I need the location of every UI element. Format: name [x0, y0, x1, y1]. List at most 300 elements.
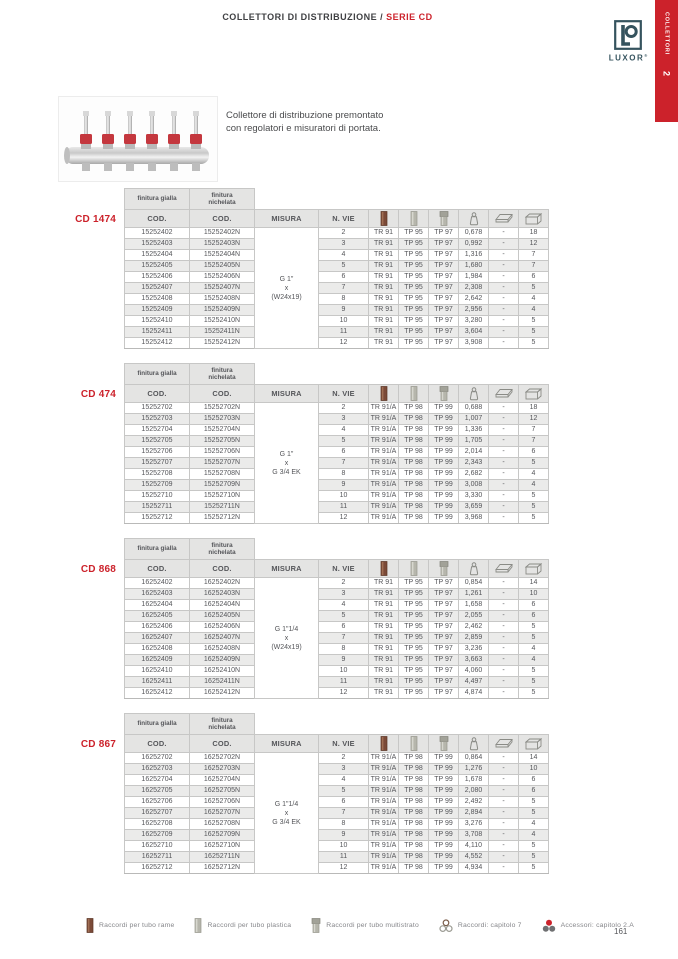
fitting-multilayer-cell: TP 97 — [429, 228, 459, 239]
manifold-illustration — [59, 97, 215, 179]
product-table — [124, 188, 549, 349]
column-header-pallet-icon — [489, 560, 519, 578]
code-nickel-cell: 16252707N — [190, 808, 255, 819]
n-vie-cell: 8 — [319, 294, 369, 305]
weight-cell: 2,055 — [459, 611, 489, 622]
fitting-multilayer-cell: TP 99 — [429, 808, 459, 819]
plastic-tube-icon — [410, 738, 418, 747]
fitting-copper-cell: TR 91/A — [369, 852, 399, 863]
pallet-icon — [495, 388, 513, 397]
code-nickel-cell: 15252704N — [190, 425, 255, 436]
table-row — [125, 283, 549, 294]
weight-cell: 2,859 — [459, 633, 489, 644]
table-row — [125, 338, 549, 349]
box-qty-cell: 12 — [519, 414, 549, 425]
code-nickel-cell: 15252705N — [190, 436, 255, 447]
product-photo — [58, 96, 218, 182]
fitting-plastic-cell: TP 95 — [399, 294, 429, 305]
column-header-cod-yellow: COD. — [125, 735, 190, 753]
code-yellow-cell: 15252702 — [125, 403, 190, 414]
finish-header-row — [125, 714, 549, 735]
n-vie-cell: 8 — [319, 819, 369, 830]
column-header-misura: MISURA — [255, 735, 319, 753]
fitting-multilayer-cell: TP 99 — [429, 841, 459, 852]
fitting-copper-cell: TR 91/A — [369, 797, 399, 808]
table-row — [125, 841, 549, 852]
column-header-cod-nickel: COD. — [190, 210, 255, 228]
code-yellow-cell: 15252410 — [125, 316, 190, 327]
n-vie-cell: 11 — [319, 677, 369, 688]
fitting-multilayer-cell: TP 99 — [429, 447, 459, 458]
n-vie-cell: 5 — [319, 611, 369, 622]
table-row — [125, 316, 549, 327]
fitting-multilayer-cell: TP 97 — [429, 611, 459, 622]
table-row — [125, 436, 549, 447]
registered-mark: ® — [644, 53, 648, 58]
plastic-tube-icon — [410, 563, 418, 572]
misura-cell: G 1" x G 3/4 EK — [255, 403, 319, 524]
fitting-multilayer-cell: TP 99 — [429, 436, 459, 447]
n-vie-cell: 3 — [319, 589, 369, 600]
n-vie-cell: 7 — [319, 283, 369, 294]
box-qty-cell: 6 — [519, 775, 549, 786]
code-yellow-cell: 16252409 — [125, 655, 190, 666]
weight-icon — [469, 388, 479, 397]
weight-icon — [469, 213, 479, 222]
fitting-plastic-cell: TP 98 — [399, 819, 429, 830]
table-row — [125, 677, 549, 688]
weight-cell: 2,014 — [459, 447, 489, 458]
header-spacer — [255, 714, 549, 735]
table-row — [125, 666, 549, 677]
fitting-copper-cell: TR 91/A — [369, 458, 399, 469]
weight-cell: 1,261 — [459, 589, 489, 600]
n-vie-cell: 4 — [319, 600, 369, 611]
weight-cell: 3,968 — [459, 513, 489, 524]
box-icon — [525, 738, 542, 747]
column-header-cod-nickel: COD. — [190, 560, 255, 578]
product-table — [124, 538, 549, 699]
table-row — [125, 688, 549, 699]
column-header-multilayer-tube-icon — [429, 210, 459, 228]
weight-cell: 1,336 — [459, 425, 489, 436]
pallet-qty-cell: - — [489, 228, 519, 239]
finish-yellow-header: finitura gialla — [125, 364, 190, 385]
weight-cell: 2,080 — [459, 786, 489, 797]
n-vie-cell: 6 — [319, 797, 369, 808]
pallet-qty-cell: - — [489, 644, 519, 655]
column-header-cod-nickel: COD. — [190, 735, 255, 753]
chapter-side-tab — [655, 0, 678, 122]
box-qty-cell: 5 — [519, 863, 549, 874]
fitting-copper-cell: TR 91/A — [369, 447, 399, 458]
fitting-copper-cell: TR 91/A — [369, 819, 399, 830]
fitting-multilayer-cell: TP 97 — [429, 261, 459, 272]
plastic-tube-icon — [410, 213, 418, 222]
box-qty-cell: 4 — [519, 480, 549, 491]
fitting-plastic-cell: TP 95 — [399, 688, 429, 699]
fitting-multilayer-cell: TP 97 — [429, 622, 459, 633]
code-nickel-cell: 15252711N — [190, 502, 255, 513]
weight-cell: 4,874 — [459, 688, 489, 699]
column-header-multilayer-tube-icon — [429, 385, 459, 403]
n-vie-cell: 12 — [319, 863, 369, 874]
code-yellow-cell: 16252703 — [125, 764, 190, 775]
column-header-row — [125, 210, 549, 228]
box-qty-cell: 5 — [519, 458, 549, 469]
table-row — [125, 633, 549, 644]
table-row — [125, 644, 549, 655]
fitting-multilayer-cell: TP 97 — [429, 633, 459, 644]
fitting-copper-cell: TR 91 — [369, 600, 399, 611]
box-qty-cell: 14 — [519, 753, 549, 764]
legend-label: Raccordi per tubo plastica — [207, 922, 292, 929]
column-header-pallet-icon — [489, 385, 519, 403]
box-qty-cell: 7 — [519, 436, 549, 447]
code-yellow-cell: 16252408 — [125, 644, 190, 655]
n-vie-cell: 6 — [319, 447, 369, 458]
column-header-weight-icon — [459, 735, 489, 753]
fitting-copper-cell: TR 91/A — [369, 414, 399, 425]
code-nickel-cell: 16252409N — [190, 655, 255, 666]
fitting-plastic-cell: TP 95 — [399, 250, 429, 261]
fitting-plastic-cell: TP 95 — [399, 589, 429, 600]
fitting-multilayer-cell: TP 99 — [429, 458, 459, 469]
code-nickel-cell: 15252409N — [190, 305, 255, 316]
fitting-multilayer-cell: TP 97 — [429, 283, 459, 294]
code-yellow-cell: 16252706 — [125, 797, 190, 808]
pallet-qty-cell: - — [489, 294, 519, 305]
table-body — [125, 753, 549, 874]
fitting-plastic-cell: TP 98 — [399, 414, 429, 425]
fitting-plastic-cell: TP 98 — [399, 491, 429, 502]
legend-item — [86, 918, 174, 933]
box-icon — [525, 213, 542, 222]
fitting-copper-cell: TR 91 — [369, 688, 399, 699]
column-header-n-vie: N. VIE — [319, 210, 369, 228]
fitting-copper-cell: TR 91/A — [369, 808, 399, 819]
pallet-qty-cell: - — [489, 622, 519, 633]
column-header-n-vie: N. VIE — [319, 735, 369, 753]
fitting-multilayer-cell: TP 99 — [429, 491, 459, 502]
pallet-qty-cell: - — [489, 327, 519, 338]
weight-cell: 2,956 — [459, 305, 489, 316]
code-yellow-cell: 15252411 — [125, 327, 190, 338]
code-yellow-cell: 15252407 — [125, 283, 190, 294]
fitting-multilayer-cell: TP 97 — [429, 305, 459, 316]
box-qty-cell: 5 — [519, 327, 549, 338]
multilayer-tube-icon — [439, 563, 449, 572]
code-nickel-cell: 15252407N — [190, 283, 255, 294]
fitting-plastic-cell: TP 98 — [399, 469, 429, 480]
box-qty-cell: 4 — [519, 644, 549, 655]
fitting-copper-cell: TR 91/A — [369, 764, 399, 775]
product-description-line1: Collettore di distribuzione premontato — [226, 110, 384, 121]
fitting-copper-cell: TR 91 — [369, 327, 399, 338]
product-description — [226, 110, 383, 135]
pallet-qty-cell: - — [489, 272, 519, 283]
weight-cell: 1,705 — [459, 436, 489, 447]
code-nickel-cell: 15252708N — [190, 469, 255, 480]
fitting-plastic-cell: TP 98 — [399, 753, 429, 764]
code-nickel-cell: 15252710N — [190, 491, 255, 502]
fitting-copper-cell: TR 91 — [369, 644, 399, 655]
fitting-multilayer-cell: TP 97 — [429, 239, 459, 250]
multilayer-tube-icon — [439, 388, 449, 397]
weight-cell: 2,682 — [459, 469, 489, 480]
n-vie-cell: 7 — [319, 808, 369, 819]
fitting-copper-cell: TR 91 — [369, 316, 399, 327]
fitting-copper-cell: TR 91/A — [369, 480, 399, 491]
weight-cell: 2,462 — [459, 622, 489, 633]
column-header-copper-tube-icon — [369, 560, 399, 578]
code-nickel-cell: 16252711N — [190, 852, 255, 863]
column-header-plastic-tube-icon — [399, 385, 429, 403]
weight-icon — [469, 563, 479, 572]
column-header-plastic-tube-icon — [399, 210, 429, 228]
box-qty-cell: 6 — [519, 611, 549, 622]
fitting-plastic-cell: TP 98 — [399, 480, 429, 491]
code-yellow-cell: 15252704 — [125, 425, 190, 436]
box-qty-cell: 5 — [519, 677, 549, 688]
fitting-multilayer-cell: TP 97 — [429, 316, 459, 327]
code-yellow-cell: 16252707 — [125, 808, 190, 819]
column-header-cod-yellow: COD. — [125, 560, 190, 578]
multilayer-tube-icon — [311, 918, 321, 933]
page-number: 161 — [614, 927, 628, 936]
code-yellow-cell: 16252411 — [125, 677, 190, 688]
fitting-multilayer-cell: TP 97 — [429, 644, 459, 655]
copper-tube-icon — [380, 213, 388, 222]
pallet-qty-cell: - — [489, 513, 519, 524]
column-header-pallet-icon — [489, 210, 519, 228]
fitting-plastic-cell: TP 95 — [399, 261, 429, 272]
table-row — [125, 272, 549, 283]
fitting-plastic-cell: TP 95 — [399, 316, 429, 327]
box-qty-cell: 5 — [519, 666, 549, 677]
table-row — [125, 261, 549, 272]
weight-cell: 1,678 — [459, 775, 489, 786]
fitting-multilayer-cell: TP 97 — [429, 250, 459, 261]
code-nickel-cell: 15252410N — [190, 316, 255, 327]
code-yellow-cell: 16252712 — [125, 863, 190, 874]
finish-nickel-header: finitura nichelata — [190, 714, 255, 735]
fitting-copper-cell: TR 91/A — [369, 403, 399, 414]
column-header-row — [125, 560, 549, 578]
box-qty-cell: 7 — [519, 261, 549, 272]
fitting-copper-cell: TR 91 — [369, 655, 399, 666]
finish-header-row — [125, 189, 549, 210]
code-yellow-cell: 16252708 — [125, 819, 190, 830]
box-qty-cell: 10 — [519, 764, 549, 775]
fitting-copper-cell: TR 91 — [369, 283, 399, 294]
n-vie-cell: 8 — [319, 469, 369, 480]
box-qty-cell: 5 — [519, 502, 549, 513]
fitting-copper-cell: TR 91/A — [369, 425, 399, 436]
code-nickel-cell: 16252402N — [190, 578, 255, 589]
code-nickel-cell: 15252703N — [190, 414, 255, 425]
box-qty-cell: 5 — [519, 797, 549, 808]
table-row — [125, 786, 549, 797]
n-vie-cell: 10 — [319, 841, 369, 852]
pallet-icon — [495, 563, 513, 572]
column-header-n-vie: N. VIE — [319, 385, 369, 403]
pallet-qty-cell: - — [489, 239, 519, 250]
fitting-multilayer-cell: TP 97 — [429, 272, 459, 283]
n-vie-cell: 2 — [319, 753, 369, 764]
column-header-misura: MISURA — [255, 560, 319, 578]
fitting-copper-cell: TR 91/A — [369, 513, 399, 524]
pallet-qty-cell: - — [489, 841, 519, 852]
table-row — [125, 753, 549, 764]
code-yellow-cell: 16252702 — [125, 753, 190, 764]
weight-cell: 3,604 — [459, 327, 489, 338]
product-table — [124, 363, 549, 524]
n-vie-cell: 10 — [319, 316, 369, 327]
fitting-copper-cell: TR 91 — [369, 633, 399, 644]
column-header-weight-icon — [459, 385, 489, 403]
code-nickel-cell: 15252408N — [190, 294, 255, 305]
pallet-qty-cell: - — [489, 316, 519, 327]
misura-cell: G 1" x (W24x19) — [255, 228, 319, 349]
fitting-plastic-cell: TP 95 — [399, 338, 429, 349]
code-nickel-cell: 16252411N — [190, 677, 255, 688]
box-qty-cell: 5 — [519, 633, 549, 644]
fitting-copper-cell: TR 91 — [369, 305, 399, 316]
fitting-copper-cell: TR 91/A — [369, 863, 399, 874]
finish-yellow-header: finitura gialla — [125, 714, 190, 735]
column-header-box-icon — [519, 560, 549, 578]
copper-tube-icon — [380, 738, 388, 747]
fitting-plastic-cell: TP 95 — [399, 611, 429, 622]
table-row — [125, 611, 549, 622]
fitting-plastic-cell: TP 98 — [399, 458, 429, 469]
finish-nickel-header: finitura nichelata — [190, 364, 255, 385]
code-yellow-cell: 16252402 — [125, 578, 190, 589]
multilayer-tube-icon — [439, 738, 449, 747]
table-row — [125, 250, 549, 261]
pallet-qty-cell: - — [489, 819, 519, 830]
code-nickel-cell: 15252709N — [190, 480, 255, 491]
box-qty-cell: 6 — [519, 272, 549, 283]
code-nickel-cell: 16252705N — [190, 786, 255, 797]
box-qty-cell: 5 — [519, 688, 549, 699]
pallet-icon — [495, 213, 513, 222]
code-nickel-cell: 16252703N — [190, 764, 255, 775]
pallet-qty-cell: - — [489, 753, 519, 764]
n-vie-cell: 9 — [319, 480, 369, 491]
weight-cell: 0,854 — [459, 578, 489, 589]
pallet-icon — [495, 738, 513, 747]
legend-label: Raccordi per tubo rame — [99, 922, 175, 929]
code-yellow-cell: 16252709 — [125, 830, 190, 841]
table-row — [125, 447, 549, 458]
copper-tube-icon — [86, 918, 94, 933]
legend-label: Raccordi: capitolo 7 — [457, 922, 522, 929]
pallet-qty-cell: - — [489, 491, 519, 502]
column-header-misura: MISURA — [255, 385, 319, 403]
code-nickel-cell: 15252404N — [190, 250, 255, 261]
box-qty-cell: 6 — [519, 447, 549, 458]
weight-cell: 3,908 — [459, 338, 489, 349]
column-header-weight-icon — [459, 210, 489, 228]
weight-cell: 4,552 — [459, 852, 489, 863]
fitting-copper-cell: TR 91 — [369, 250, 399, 261]
weight-cell: 2,308 — [459, 283, 489, 294]
box-icon — [525, 388, 542, 397]
n-vie-cell: 8 — [319, 644, 369, 655]
n-vie-cell: 10 — [319, 491, 369, 502]
column-header-multilayer-tube-icon — [429, 735, 459, 753]
pallet-qty-cell: - — [489, 589, 519, 600]
fitting-copper-cell: TR 91/A — [369, 775, 399, 786]
box-qty-cell: 12 — [519, 239, 549, 250]
n-vie-cell: 4 — [319, 425, 369, 436]
code-nickel-cell: 15252411N — [190, 327, 255, 338]
table-row — [125, 228, 549, 239]
fitting-plastic-cell: TP 95 — [399, 228, 429, 239]
fitting-multilayer-cell: TP 97 — [429, 688, 459, 699]
fitting-copper-cell: TR 91 — [369, 666, 399, 677]
weight-cell: 2,642 — [459, 294, 489, 305]
pallet-qty-cell: - — [489, 775, 519, 786]
pallet-qty-cell: - — [489, 808, 519, 819]
fitting-plastic-cell: TP 95 — [399, 622, 429, 633]
brand-logo — [606, 20, 650, 63]
table-row — [125, 830, 549, 841]
weight-cell: 2,343 — [459, 458, 489, 469]
fitting-copper-cell: TR 91 — [369, 589, 399, 600]
box-qty-cell: 5 — [519, 852, 549, 863]
n-vie-cell: 10 — [319, 666, 369, 677]
code-nickel-cell: 16252702N — [190, 753, 255, 764]
code-yellow-cell: 15252406 — [125, 272, 190, 283]
fitting-multilayer-cell: TP 97 — [429, 294, 459, 305]
weight-cell: 0,688 — [459, 403, 489, 414]
n-vie-cell: 2 — [319, 228, 369, 239]
code-nickel-cell: 16252706N — [190, 797, 255, 808]
fitting-plastic-cell: TP 95 — [399, 644, 429, 655]
weight-cell: 3,280 — [459, 316, 489, 327]
rings-icon — [439, 919, 453, 933]
fitting-plastic-cell: TP 98 — [399, 841, 429, 852]
code-yellow-cell: 16252405 — [125, 611, 190, 622]
pallet-qty-cell: - — [489, 261, 519, 272]
weight-cell: 0,864 — [459, 753, 489, 764]
fitting-copper-cell: TR 91/A — [369, 436, 399, 447]
pallet-qty-cell: - — [489, 600, 519, 611]
legend-item — [194, 918, 291, 933]
column-header-box-icon — [519, 735, 549, 753]
page-title-series: SERIE CD — [386, 12, 433, 22]
code-yellow-cell: 15252711 — [125, 502, 190, 513]
fitting-multilayer-cell: TP 97 — [429, 677, 459, 688]
fitting-multilayer-cell: TP 99 — [429, 786, 459, 797]
weight-cell: 1,658 — [459, 600, 489, 611]
fitting-copper-cell: TR 91/A — [369, 469, 399, 480]
code-nickel-cell: 15252706N — [190, 447, 255, 458]
code-nickel-cell: 15252702N — [190, 403, 255, 414]
pallet-qty-cell: - — [489, 414, 519, 425]
code-nickel-cell: 15252712N — [190, 513, 255, 524]
weight-cell: 4,934 — [459, 863, 489, 874]
weight-cell: 2,894 — [459, 808, 489, 819]
product-description-line2: con regolatori e misuratori di portata. — [226, 122, 381, 134]
table-row — [125, 589, 549, 600]
n-vie-cell: 9 — [319, 830, 369, 841]
box-qty-cell: 6 — [519, 600, 549, 611]
table-row — [125, 305, 549, 316]
